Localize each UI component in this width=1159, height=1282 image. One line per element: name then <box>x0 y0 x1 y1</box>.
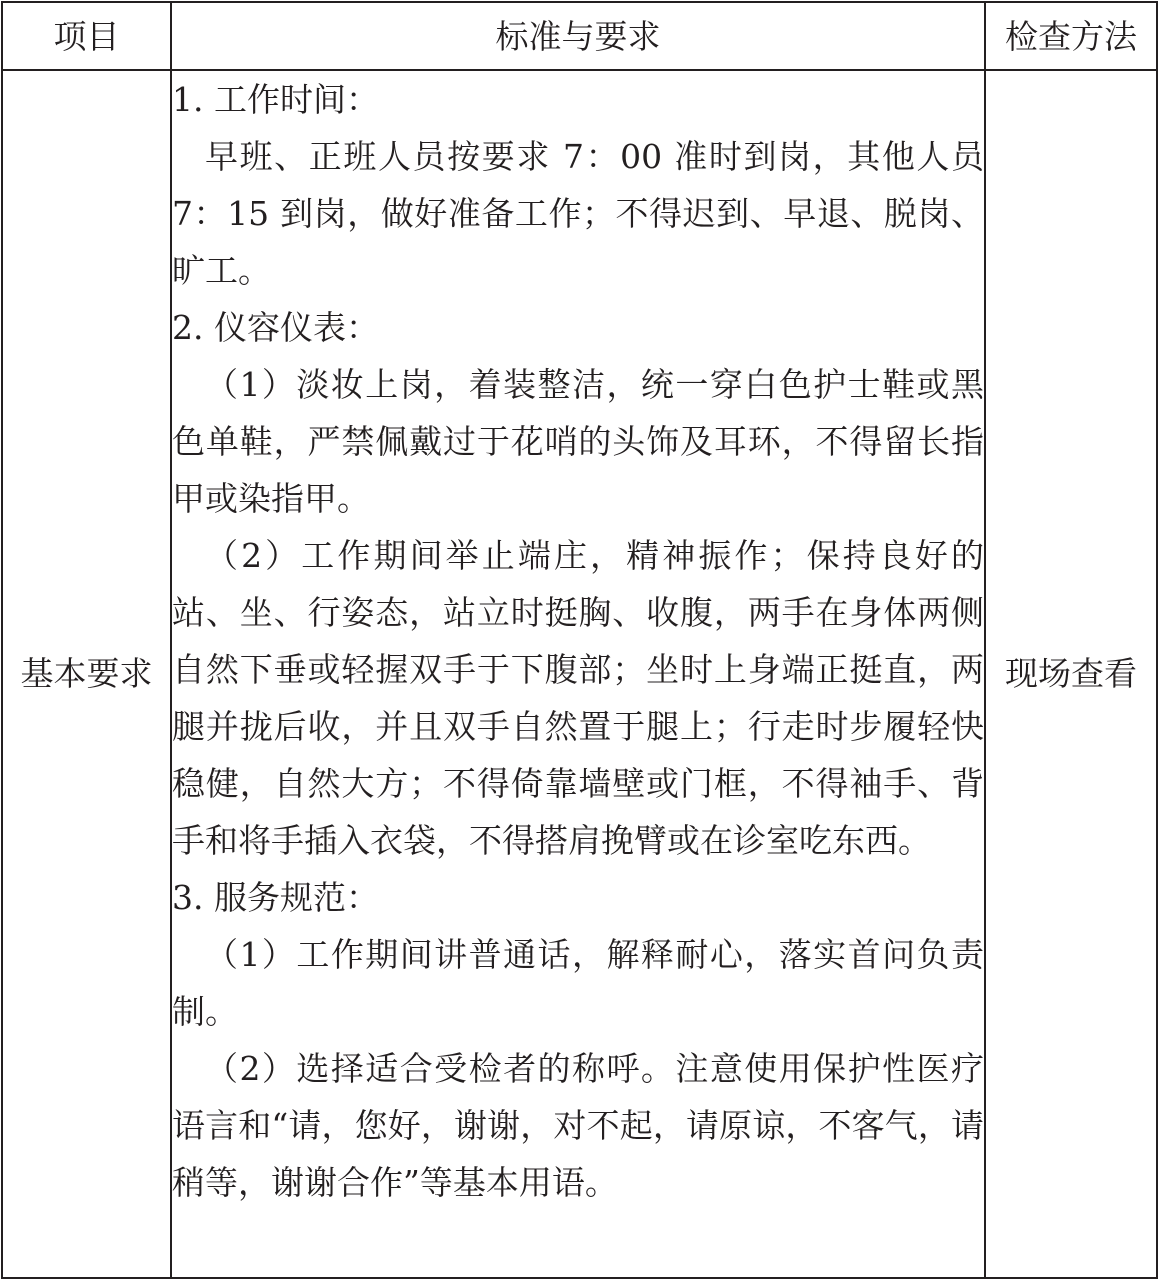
section-3-paragraph-1: （1）工作期间讲普通话，解释耐心，落实首问负责制。 <box>172 935 984 1031</box>
section-2-paragraph-2: （2）工作期间举止端庄，精神振作；保持良好的站、坐、行姿态，站立时挺胸、收腹，两手在身体两侧自然下垂或轻握双手于下腹部；坐时上身端正挺直，两腿并拢后收，并且双手自然置于腿上；行走时步履轻快稳健，自然大方；不得倚靠墙壁或门框，不得袖手、背手和将手插入衣袋，不得搭肩挽臂或在诊室吃东西。 <box>172 536 984 860</box>
header-method: 检查方法 <box>985 2 1157 70</box>
section-2-paragraph-1: （1）淡妆上岗，着装整洁，统一穿白色护士鞋或黑色单鞋，严禁佩戴过于花哨的头饰及耳环，不得留长指甲或染指甲。 <box>172 365 984 518</box>
header-standard: 标准与要求 <box>171 2 985 70</box>
header-item: 项目 <box>2 2 171 70</box>
row-standard-cell <box>171 70 985 1278</box>
section-3-title: 3. 服务规范： <box>172 878 379 917</box>
table-row <box>2 70 1157 1278</box>
row-item-cell: 基本要求 <box>2 70 171 1278</box>
section-1-title: 1. 工作时间： <box>172 80 379 119</box>
row-method-cell: 现场查看 <box>985 70 1157 1278</box>
section-3-paragraph-2: （2）选择适合受检者的称呼。注意使用保护性医疗语言和“请，您好，谢谢，对不起，请原谅，不客气，请稍等，谢谢合作”等基本用语。 <box>172 1049 984 1202</box>
header-row <box>2 2 1157 70</box>
section-2-title: 2. 仪容仪表： <box>172 308 379 347</box>
section-1-paragraph-1: 早班、正班人员按要求 7：00 准时到岗，其他人员 7：15 到岗，做好准备工作；不得迟到、早退、脱岗、旷工。 <box>172 137 984 290</box>
standards-table <box>1 1 1158 1279</box>
